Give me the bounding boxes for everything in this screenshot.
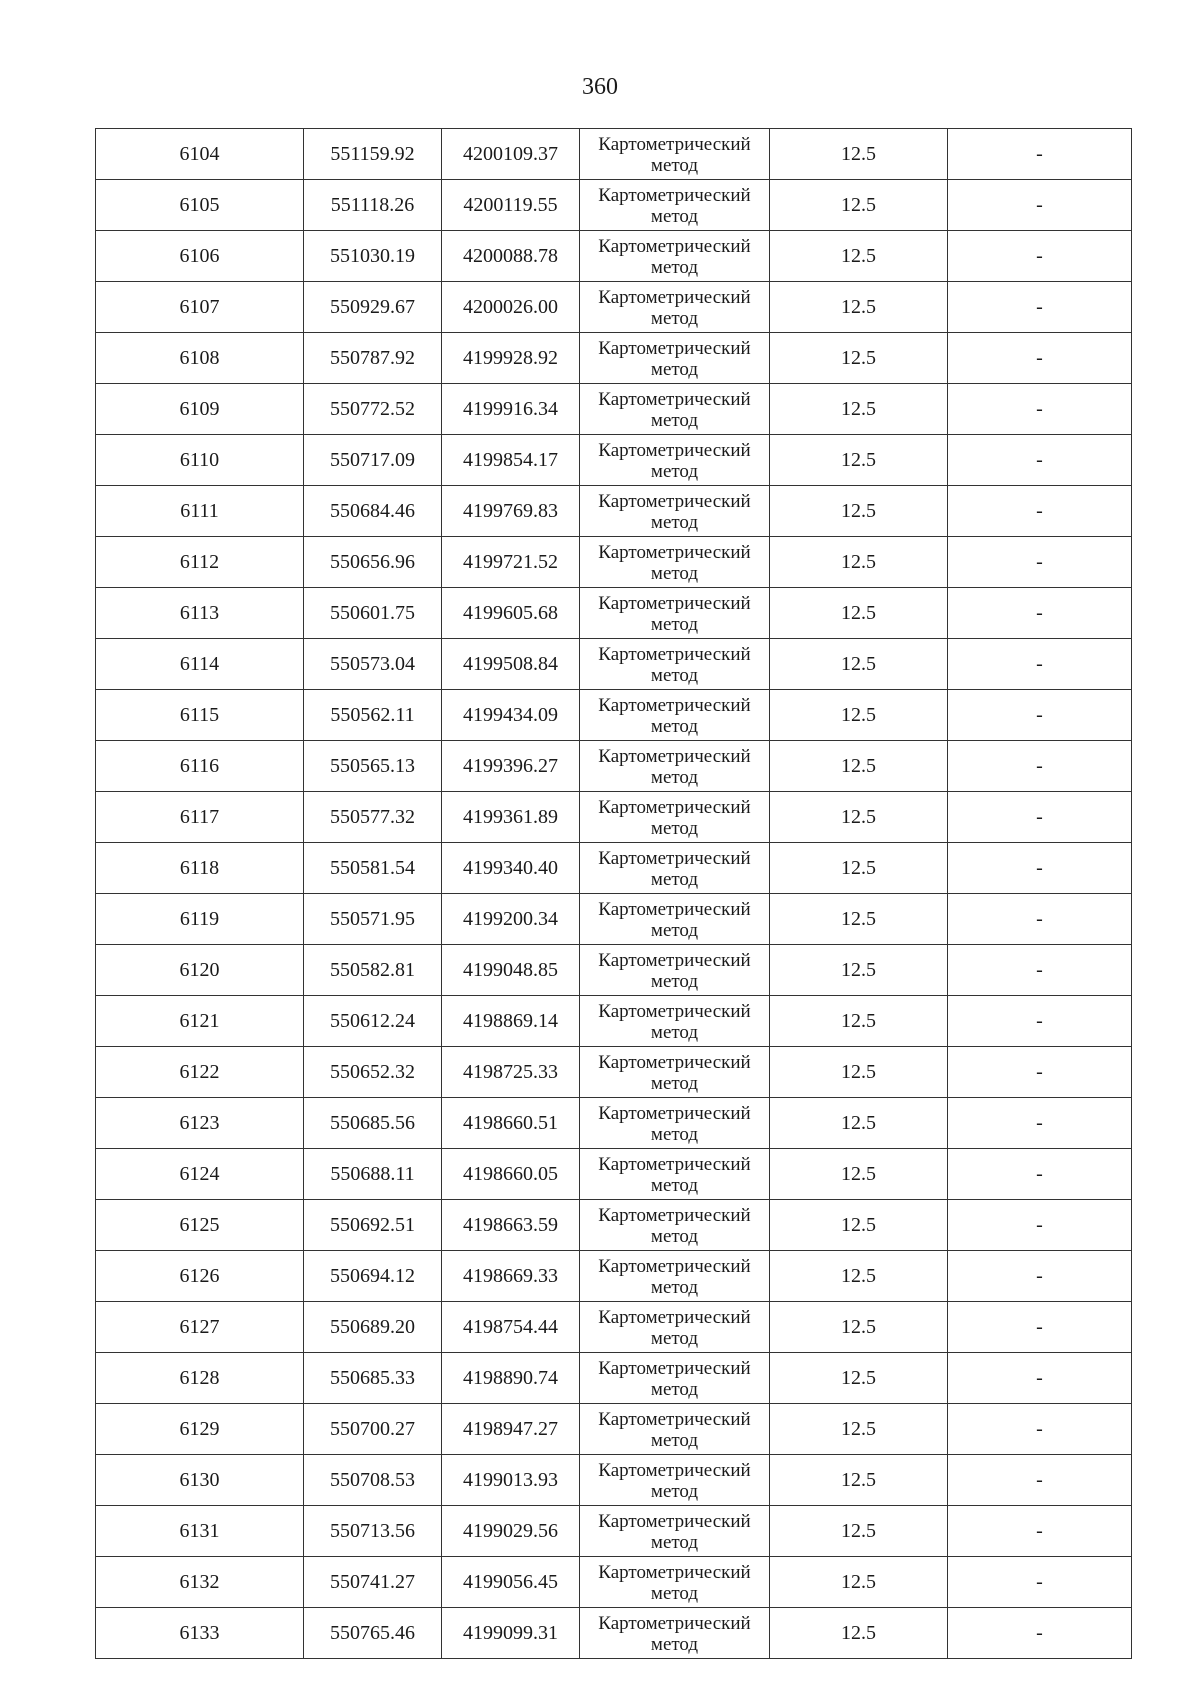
y-coordinate-cell: 4200109.37	[442, 129, 580, 180]
x-coordinate-cell: 550582.81	[304, 945, 442, 996]
method-label-line1: Картометрический	[598, 745, 751, 767]
method-cell	[580, 1608, 770, 1659]
point-id-cell: 6127	[96, 1302, 304, 1353]
method-label-line2: метод	[650, 205, 699, 227]
table-row	[96, 945, 1132, 996]
coordinates-table-body	[96, 129, 1132, 1659]
method-label-line1: Картометрический	[598, 1459, 751, 1481]
method-cell	[580, 231, 770, 282]
table-row	[96, 435, 1132, 486]
x-coordinate-cell: 550573.04	[304, 639, 442, 690]
method-cell	[580, 537, 770, 588]
accuracy-cell: 12.5	[770, 1047, 948, 1098]
accuracy-cell: 12.5	[770, 282, 948, 333]
note-cell: -	[948, 1608, 1132, 1659]
accuracy-cell: 12.5	[770, 333, 948, 384]
method-label-line2: метод	[650, 1378, 699, 1400]
y-coordinate-cell: 4198663.59	[442, 1200, 580, 1251]
point-id-cell: 6119	[96, 894, 304, 945]
table-row	[96, 1251, 1132, 1302]
note-cell: -	[948, 996, 1132, 1047]
x-coordinate-cell: 550562.11	[304, 690, 442, 741]
method-label-line2: метод	[650, 766, 699, 788]
accuracy-cell: 12.5	[770, 1353, 948, 1404]
note-cell: -	[948, 1353, 1132, 1404]
x-coordinate-cell: 550685.56	[304, 1098, 442, 1149]
method-cell	[580, 945, 770, 996]
y-coordinate-cell: 4199508.84	[442, 639, 580, 690]
method-label-line1: Картометрический	[598, 949, 751, 971]
table-row	[96, 384, 1132, 435]
y-coordinate-cell: 4198947.27	[442, 1404, 580, 1455]
x-coordinate-cell: 550565.13	[304, 741, 442, 792]
table-row	[96, 282, 1132, 333]
x-coordinate-cell: 550684.46	[304, 486, 442, 537]
method-label-line2: метод	[650, 1174, 699, 1196]
x-coordinate-cell: 550765.46	[304, 1608, 442, 1659]
note-cell: -	[948, 1506, 1132, 1557]
x-coordinate-cell: 550689.20	[304, 1302, 442, 1353]
accuracy-cell: 12.5	[770, 639, 948, 690]
method-cell	[580, 996, 770, 1047]
note-cell: -	[948, 1455, 1132, 1506]
point-id-cell: 6120	[96, 945, 304, 996]
y-coordinate-cell: 4198725.33	[442, 1047, 580, 1098]
accuracy-cell: 12.5	[770, 996, 948, 1047]
table-row	[96, 1455, 1132, 1506]
method-label-line2: метод	[650, 460, 699, 482]
x-coordinate-cell: 551030.19	[304, 231, 442, 282]
x-coordinate-cell: 550685.33	[304, 1353, 442, 1404]
point-id-cell: 6124	[96, 1149, 304, 1200]
method-label-line2: метод	[650, 1327, 699, 1349]
method-label-line1: Картометрический	[598, 643, 751, 665]
method-cell	[580, 180, 770, 231]
y-coordinate-cell: 4198669.33	[442, 1251, 580, 1302]
note-cell: -	[948, 1200, 1132, 1251]
method-label-line2: метод	[650, 1531, 699, 1553]
note-cell: -	[948, 1302, 1132, 1353]
table-row	[96, 180, 1132, 231]
note-cell: -	[948, 1098, 1132, 1149]
table-row	[96, 894, 1132, 945]
method-label-line2: метод	[650, 358, 699, 380]
table-row	[96, 333, 1132, 384]
method-label-line2: метод	[650, 1633, 699, 1655]
accuracy-cell: 12.5	[770, 1251, 948, 1302]
y-coordinate-cell: 4199916.34	[442, 384, 580, 435]
y-coordinate-cell: 4199340.40	[442, 843, 580, 894]
note-cell: -	[948, 639, 1132, 690]
accuracy-cell: 12.5	[770, 486, 948, 537]
x-coordinate-cell: 550652.32	[304, 1047, 442, 1098]
x-coordinate-cell: 550713.56	[304, 1506, 442, 1557]
x-coordinate-cell: 551159.92	[304, 129, 442, 180]
method-cell	[580, 129, 770, 180]
method-cell	[580, 1557, 770, 1608]
note-cell: -	[948, 537, 1132, 588]
method-cell	[580, 843, 770, 894]
coordinates-table	[95, 128, 1132, 1659]
method-label-line2: метод	[650, 919, 699, 941]
note-cell: -	[948, 741, 1132, 792]
method-cell	[580, 690, 770, 741]
method-label-line2: метод	[650, 817, 699, 839]
accuracy-cell: 12.5	[770, 1506, 948, 1557]
method-label-line1: Картометрический	[598, 592, 751, 614]
method-label-line2: метод	[650, 154, 699, 176]
method-label-line1: Картометрический	[598, 898, 751, 920]
method-label-line2: метод	[650, 307, 699, 329]
method-label-line2: метод	[650, 1123, 699, 1145]
y-coordinate-cell: 4199099.31	[442, 1608, 580, 1659]
table-row	[96, 1404, 1132, 1455]
method-label-line2: метод	[650, 1582, 699, 1604]
y-coordinate-cell: 4199605.68	[442, 588, 580, 639]
table-row	[96, 231, 1132, 282]
point-id-cell: 6116	[96, 741, 304, 792]
method-cell	[580, 1200, 770, 1251]
note-cell: -	[948, 435, 1132, 486]
table-row	[96, 690, 1132, 741]
point-id-cell: 6104	[96, 129, 304, 180]
note-cell: -	[948, 180, 1132, 231]
method-label-line1: Картометрический	[598, 1510, 751, 1532]
x-coordinate-cell: 550694.12	[304, 1251, 442, 1302]
y-coordinate-cell: 4199200.34	[442, 894, 580, 945]
x-coordinate-cell: 551118.26	[304, 180, 442, 231]
table-row	[96, 1047, 1132, 1098]
accuracy-cell: 12.5	[770, 1557, 948, 1608]
note-cell: -	[948, 1557, 1132, 1608]
y-coordinate-cell: 4199769.83	[442, 486, 580, 537]
accuracy-cell: 12.5	[770, 435, 948, 486]
accuracy-cell: 12.5	[770, 1098, 948, 1149]
table-row	[96, 537, 1132, 588]
point-id-cell: 6105	[96, 180, 304, 231]
x-coordinate-cell: 550717.09	[304, 435, 442, 486]
accuracy-cell: 12.5	[770, 588, 948, 639]
method-label-line1: Картометрический	[598, 439, 751, 461]
note-cell: -	[948, 129, 1132, 180]
point-id-cell: 6123	[96, 1098, 304, 1149]
table-row	[96, 639, 1132, 690]
accuracy-cell: 12.5	[770, 180, 948, 231]
method-label-line2: метод	[650, 715, 699, 737]
x-coordinate-cell: 550772.52	[304, 384, 442, 435]
x-coordinate-cell: 550688.11	[304, 1149, 442, 1200]
x-coordinate-cell: 550601.75	[304, 588, 442, 639]
note-cell: -	[948, 231, 1132, 282]
note-cell: -	[948, 843, 1132, 894]
x-coordinate-cell: 550692.51	[304, 1200, 442, 1251]
table-row	[96, 1200, 1132, 1251]
method-label-line1: Картометрический	[598, 1561, 751, 1583]
method-label-line2: метод	[650, 1480, 699, 1502]
method-label-line1: Картометрический	[598, 1612, 751, 1634]
method-cell	[580, 333, 770, 384]
point-id-cell: 6131	[96, 1506, 304, 1557]
method-label-line1: Картометрический	[598, 388, 751, 410]
method-cell	[580, 1251, 770, 1302]
method-label-line1: Картометрический	[598, 235, 751, 257]
method-label-line2: метод	[650, 970, 699, 992]
point-id-cell: 6112	[96, 537, 304, 588]
x-coordinate-cell: 550741.27	[304, 1557, 442, 1608]
y-coordinate-cell: 4199396.27	[442, 741, 580, 792]
table-row	[96, 843, 1132, 894]
note-cell: -	[948, 1047, 1132, 1098]
method-label-line1: Картометрический	[598, 490, 751, 512]
point-id-cell: 6117	[96, 792, 304, 843]
point-id-cell: 6122	[96, 1047, 304, 1098]
table-row	[96, 1608, 1132, 1659]
accuracy-cell: 12.5	[770, 1302, 948, 1353]
accuracy-cell: 12.5	[770, 843, 948, 894]
method-cell	[580, 1506, 770, 1557]
note-cell: -	[948, 1149, 1132, 1200]
point-id-cell: 6114	[96, 639, 304, 690]
method-label-line1: Картометрический	[598, 1357, 751, 1379]
y-coordinate-cell: 4200026.00	[442, 282, 580, 333]
table-row	[96, 1302, 1132, 1353]
y-coordinate-cell: 4198754.44	[442, 1302, 580, 1353]
point-id-cell: 6108	[96, 333, 304, 384]
method-label-line1: Картометрический	[598, 541, 751, 563]
accuracy-cell: 12.5	[770, 1608, 948, 1659]
note-cell: -	[948, 792, 1132, 843]
method-label-line1: Картометрический	[598, 1153, 751, 1175]
y-coordinate-cell: 4199048.85	[442, 945, 580, 996]
x-coordinate-cell: 550612.24	[304, 996, 442, 1047]
y-coordinate-cell: 4199013.93	[442, 1455, 580, 1506]
accuracy-cell: 12.5	[770, 1404, 948, 1455]
y-coordinate-cell: 4199361.89	[442, 792, 580, 843]
y-coordinate-cell: 4198660.05	[442, 1149, 580, 1200]
method-label-line1: Картометрический	[598, 1102, 751, 1124]
accuracy-cell: 12.5	[770, 1200, 948, 1251]
method-cell	[580, 282, 770, 333]
point-id-cell: 6113	[96, 588, 304, 639]
method-label-line1: Картометрический	[598, 1000, 751, 1022]
note-cell: -	[948, 588, 1132, 639]
y-coordinate-cell: 4199029.56	[442, 1506, 580, 1557]
table-row	[96, 588, 1132, 639]
method-cell	[580, 1302, 770, 1353]
accuracy-cell: 12.5	[770, 894, 948, 945]
method-label-line2: метод	[650, 664, 699, 686]
method-label-line1: Картометрический	[598, 1051, 751, 1073]
note-cell: -	[948, 1251, 1132, 1302]
x-coordinate-cell: 550656.96	[304, 537, 442, 588]
point-id-cell: 6110	[96, 435, 304, 486]
y-coordinate-cell: 4199434.09	[442, 690, 580, 741]
method-label-line1: Картометрический	[598, 1204, 751, 1226]
y-coordinate-cell: 4200088.78	[442, 231, 580, 282]
accuracy-cell: 12.5	[770, 741, 948, 792]
method-label-line2: метод	[650, 613, 699, 635]
table-row	[96, 129, 1132, 180]
table-row	[96, 741, 1132, 792]
method-label-line2: метод	[650, 868, 699, 890]
y-coordinate-cell: 4199056.45	[442, 1557, 580, 1608]
accuracy-cell: 12.5	[770, 384, 948, 435]
point-id-cell: 6129	[96, 1404, 304, 1455]
note-cell: -	[948, 690, 1132, 741]
method-cell	[580, 1149, 770, 1200]
point-id-cell: 6121	[96, 996, 304, 1047]
method-label-line1: Картометрический	[598, 847, 751, 869]
table-row	[96, 1506, 1132, 1557]
page-number: 360	[582, 74, 618, 100]
method-label-line2: метод	[650, 1225, 699, 1247]
accuracy-cell: 12.5	[770, 945, 948, 996]
method-label-line1: Картометрический	[598, 1255, 751, 1277]
y-coordinate-cell: 4199721.52	[442, 537, 580, 588]
point-id-cell: 6128	[96, 1353, 304, 1404]
point-id-cell: 6111	[96, 486, 304, 537]
note-cell: -	[948, 333, 1132, 384]
y-coordinate-cell: 4200119.55	[442, 180, 580, 231]
x-coordinate-cell: 550577.32	[304, 792, 442, 843]
accuracy-cell: 12.5	[770, 1149, 948, 1200]
method-label-line2: метод	[650, 1072, 699, 1094]
method-cell	[580, 894, 770, 945]
method-label-line2: метод	[650, 562, 699, 584]
method-label-line1: Картометрический	[598, 694, 751, 716]
note-cell: -	[948, 945, 1132, 996]
accuracy-cell: 12.5	[770, 1455, 948, 1506]
x-coordinate-cell: 550571.95	[304, 894, 442, 945]
method-cell	[580, 1353, 770, 1404]
method-cell	[580, 435, 770, 486]
method-label-line1: Картометрический	[598, 286, 751, 308]
table-row	[96, 792, 1132, 843]
accuracy-cell: 12.5	[770, 129, 948, 180]
method-label-line2: метод	[650, 1276, 699, 1298]
method-label-line2: метод	[650, 409, 699, 431]
method-cell	[580, 741, 770, 792]
y-coordinate-cell: 4199854.17	[442, 435, 580, 486]
y-coordinate-cell: 4198890.74	[442, 1353, 580, 1404]
note-cell: -	[948, 486, 1132, 537]
method-label-line1: Картометрический	[598, 796, 751, 818]
point-id-cell: 6132	[96, 1557, 304, 1608]
method-label-line1: Картометрический	[598, 133, 751, 155]
method-label-line2: метод	[650, 1429, 699, 1451]
point-id-cell: 6106	[96, 231, 304, 282]
table-row	[96, 1098, 1132, 1149]
y-coordinate-cell: 4199928.92	[442, 333, 580, 384]
table-row	[96, 1149, 1132, 1200]
method-label-line1: Картометрический	[598, 184, 751, 206]
table-row	[96, 1557, 1132, 1608]
x-coordinate-cell: 550708.53	[304, 1455, 442, 1506]
point-id-cell: 6118	[96, 843, 304, 894]
accuracy-cell: 12.5	[770, 690, 948, 741]
point-id-cell: 6109	[96, 384, 304, 435]
y-coordinate-cell: 4198660.51	[442, 1098, 580, 1149]
x-coordinate-cell: 550700.27	[304, 1404, 442, 1455]
method-cell	[580, 1098, 770, 1149]
method-cell	[580, 1047, 770, 1098]
x-coordinate-cell: 550581.54	[304, 843, 442, 894]
method-label-line1: Картометрический	[598, 1306, 751, 1328]
point-id-cell: 6107	[96, 282, 304, 333]
table-row	[96, 1353, 1132, 1404]
note-cell: -	[948, 1404, 1132, 1455]
point-id-cell: 6126	[96, 1251, 304, 1302]
method-cell	[580, 792, 770, 843]
y-coordinate-cell: 4198869.14	[442, 996, 580, 1047]
point-id-cell: 6115	[96, 690, 304, 741]
point-id-cell: 6130	[96, 1455, 304, 1506]
accuracy-cell: 12.5	[770, 792, 948, 843]
method-label-line2: метод	[650, 1021, 699, 1043]
method-cell	[580, 384, 770, 435]
note-cell: -	[948, 282, 1132, 333]
method-label-line2: метод	[650, 511, 699, 533]
table-row	[96, 996, 1132, 1047]
method-cell	[580, 1455, 770, 1506]
method-label-line1: Картометрический	[598, 1408, 751, 1430]
method-cell	[580, 639, 770, 690]
accuracy-cell: 12.5	[770, 231, 948, 282]
method-cell	[580, 1404, 770, 1455]
method-label-line1: Картометрический	[598, 337, 751, 359]
method-cell	[580, 588, 770, 639]
table-row	[96, 486, 1132, 537]
accuracy-cell: 12.5	[770, 537, 948, 588]
x-coordinate-cell: 550929.67	[304, 282, 442, 333]
method-label-line2: метод	[650, 256, 699, 278]
point-id-cell: 6133	[96, 1608, 304, 1659]
point-id-cell: 6125	[96, 1200, 304, 1251]
note-cell: -	[948, 384, 1132, 435]
note-cell: -	[948, 894, 1132, 945]
method-cell	[580, 486, 770, 537]
x-coordinate-cell: 550787.92	[304, 333, 442, 384]
